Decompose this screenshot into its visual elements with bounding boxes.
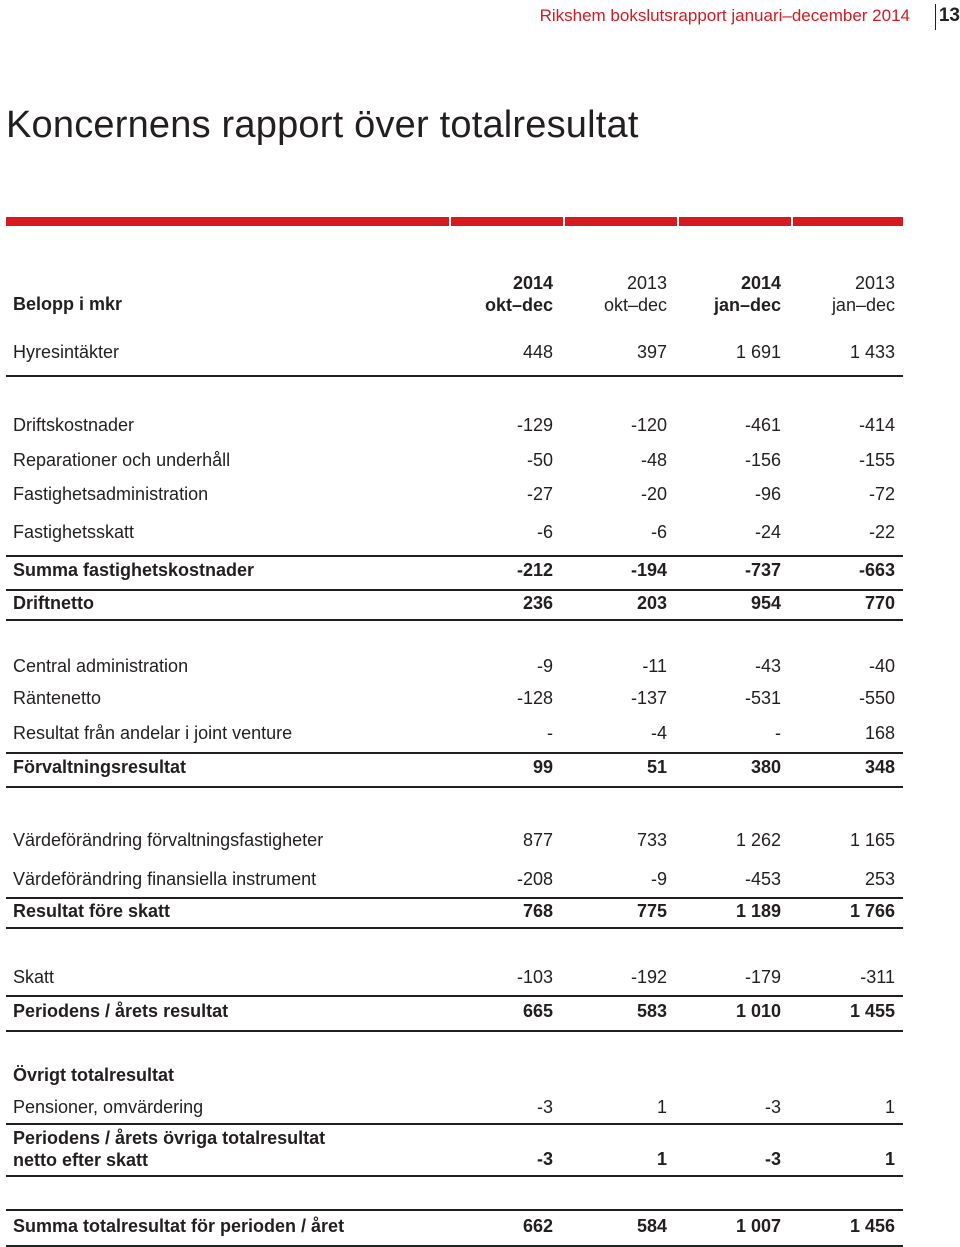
row-label: Driftskostnader [13, 415, 135, 435]
table-row-subtotal [6, 1125, 903, 1177]
cell-value: 1 [884, 1149, 895, 1169]
table-row [6, 867, 903, 899]
cell-value: -137 [630, 688, 667, 708]
cell-value: 662 [522, 1216, 553, 1236]
column-header-2: 2013 okt–dec [603, 273, 667, 315]
cell-value: -212 [516, 560, 553, 580]
cell-value: -43 [754, 656, 781, 676]
cell-value: -311 [860, 967, 895, 987]
cell-value: -453 [744, 869, 781, 889]
row-label: Hyresintäkter [13, 342, 120, 362]
row-label: Förvaltningsresultat [13, 757, 187, 777]
cell-value: -156 [744, 450, 781, 470]
cell-value: 380 [750, 757, 781, 777]
row-label: Värdeförändring förvaltningsfastigheter [13, 830, 324, 850]
page-number: 13 [938, 5, 960, 26]
cell-value: -72 [868, 484, 895, 504]
cell-value: -3 [536, 1149, 553, 1169]
table-row [6, 448, 903, 474]
cell-value: 203 [636, 593, 667, 613]
cell-value: 768 [522, 901, 553, 921]
table-top-bar [6, 217, 903, 226]
cell-value: -550 [858, 688, 895, 708]
row-label: Reparationer och underhåll [13, 450, 231, 470]
cell-value: 877 [522, 830, 553, 850]
table-row [6, 686, 903, 712]
cell-value: -11 [642, 656, 667, 676]
cell-value: -120 [630, 415, 667, 435]
table-row [6, 340, 903, 377]
cell-value: -20 [640, 484, 667, 504]
column-header-1: 2014 okt–dec [484, 273, 553, 315]
table-row [6, 828, 903, 854]
cell-value: -24 [754, 522, 781, 542]
row-label: Summa totalresultat för perioden / året [13, 1216, 345, 1236]
table-row-subtotal [6, 591, 903, 621]
cell-value: 1 455 [849, 1001, 895, 1021]
cell-value: -40 [868, 656, 895, 676]
cell-value: -737 [744, 560, 781, 580]
section-heading [6, 1063, 903, 1089]
cell-value: 1 189 [735, 901, 781, 921]
header-divider [935, 4, 936, 30]
cell-value: 1 [656, 1097, 667, 1117]
cell-value: 583 [636, 1001, 667, 1021]
row-label: Fastighetsadministration [13, 484, 209, 504]
amount-unit-label: Belopp i mkr [13, 294, 123, 314]
cell-value: 236 [522, 593, 553, 613]
table-row [6, 654, 903, 680]
row-label: Periodens / årets övriga totalresultat netto efter skatt [13, 1128, 326, 1170]
cell-value: 1 433 [849, 342, 895, 362]
cell-value: -414 [858, 415, 895, 435]
cell-value: - [547, 723, 553, 743]
table-row-subtotal [6, 997, 903, 1032]
table-row-subtotal [6, 557, 903, 591]
cell-value: 1 [884, 1097, 895, 1117]
row-label: Resultat före skatt [13, 901, 171, 921]
row-label: Summa fastighetskostnader [13, 560, 255, 580]
cell-value: -3 [764, 1149, 781, 1169]
row-label: Periodens / årets resultat [13, 1001, 229, 1021]
table-row [6, 721, 903, 754]
cell-value: 1 165 [849, 830, 895, 850]
cell-value: -27 [526, 484, 553, 504]
column-header-3: 2014 jan–dec [713, 273, 781, 315]
row-label: Central administration [13, 656, 189, 676]
table-row [6, 1095, 903, 1125]
row-label: Fastighetsskatt [13, 522, 135, 542]
report-running-title: Rikshem bokslutsrapport januari–december 2014 [539, 6, 910, 25]
table-column-header [6, 272, 903, 322]
cell-value: -48 [640, 450, 667, 470]
row-label: Pensioner, omvärdering [13, 1097, 204, 1117]
cell-value: -22 [868, 522, 895, 542]
cell-value: -194 [630, 560, 667, 580]
cell-value: -9 [650, 869, 667, 889]
table-row [6, 520, 903, 557]
row-label: Räntenetto [13, 688, 102, 708]
cell-value: -4 [650, 723, 667, 743]
cell-value: -192 [630, 967, 667, 987]
row-label: Värdeförändring finansiella instrument [13, 869, 317, 889]
cell-value: 1 010 [735, 1001, 781, 1021]
cell-value: 1 262 [735, 830, 781, 850]
table-row [6, 482, 903, 508]
table-row-subtotal [6, 899, 903, 929]
cell-value: 253 [864, 869, 895, 889]
cell-value: -3 [536, 1097, 553, 1117]
cell-value: -9 [536, 656, 553, 676]
table-row [6, 413, 903, 439]
cell-value: -663 [858, 560, 895, 580]
cell-value: 397 [636, 342, 667, 362]
table-row [6, 965, 903, 997]
cell-value: 448 [522, 342, 553, 362]
cell-value: 1 007 [735, 1216, 781, 1236]
row-label: Resultat från andelar i joint venture [13, 723, 293, 743]
cell-value: 584 [636, 1216, 667, 1236]
cell-value: -208 [516, 869, 553, 889]
cell-value: 1 [656, 1149, 667, 1169]
cell-value: - [775, 723, 781, 743]
section-heading-label: Övrigt totalresultat [13, 1065, 175, 1085]
cell-value: -3 [764, 1097, 781, 1117]
cell-value: -129 [516, 415, 553, 435]
cell-value: -155 [858, 450, 895, 470]
table-row-subtotal [6, 754, 903, 788]
cell-value: -6 [650, 522, 667, 542]
cell-value: 168 [864, 723, 895, 743]
cell-value: 51 [646, 757, 667, 777]
cell-value: -128 [516, 688, 553, 708]
cell-value: 1 456 [849, 1216, 895, 1236]
cell-value: -103 [516, 967, 553, 987]
cell-value: -50 [526, 450, 553, 470]
cell-value: 1 766 [849, 901, 895, 921]
cell-value: 1 691 [735, 342, 781, 362]
cell-value: 770 [864, 593, 895, 613]
row-label: Skatt [13, 967, 55, 987]
row-label: Driftnetto [13, 593, 94, 613]
cell-value: -461 [744, 415, 781, 435]
table-row-grand-total [6, 1209, 903, 1247]
cell-value: -96 [754, 484, 781, 504]
cell-value: 348 [864, 757, 895, 777]
column-header-4: 2013 jan–dec [831, 273, 895, 315]
cell-value: 733 [636, 830, 667, 850]
cell-value: -531 [744, 688, 781, 708]
cell-value: 99 [532, 757, 553, 777]
cell-value: -6 [536, 522, 553, 542]
cell-value: 954 [750, 593, 781, 613]
cell-value: -179 [744, 967, 781, 987]
page-title: Koncernens rapport över totalresultat [6, 104, 639, 146]
cell-value: 665 [522, 1001, 553, 1021]
cell-value: 775 [636, 901, 667, 921]
